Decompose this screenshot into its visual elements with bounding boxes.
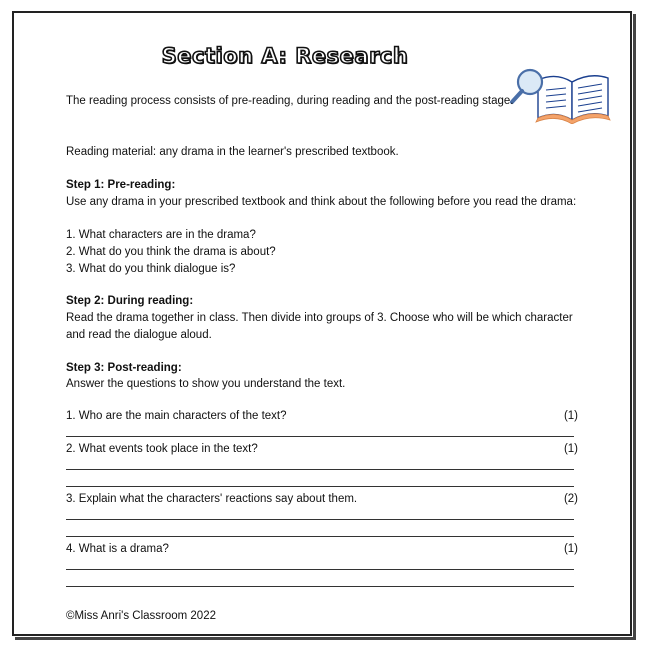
step2-instruction: Read the drama together in class. Then divide into groups of 3. Choose who will be which character and read the dialogue aloud. xyxy=(66,312,573,341)
question-mark: (1) xyxy=(563,543,578,555)
question-mark: (2) xyxy=(563,493,578,505)
question-1 xyxy=(66,408,578,425)
step3-instruction: Answer the questions to show you understand the text. xyxy=(66,378,346,390)
step3-heading: Step 3: Post-reading: xyxy=(66,362,182,374)
step1-item: 1. What characters are in the drama? xyxy=(66,229,256,241)
intro-text: The reading process consists of pre-reading, during reading and the post-reading stage. xyxy=(66,95,514,107)
answer-line[interactable] xyxy=(66,519,574,520)
reading-material-text: Reading material: any drama in the learner's prescribed textbook. xyxy=(66,146,399,158)
answer-line[interactable] xyxy=(66,536,574,537)
question-text: 3. Explain what the characters' reactions say about them. xyxy=(66,493,358,505)
question-text: 2. What events took place in the text? xyxy=(66,443,258,455)
question-text: 4. What is a drama? xyxy=(66,543,169,555)
copyright-footer: ©Miss Anri's Classroom 2022 xyxy=(66,610,216,622)
step1-instruction: Use any drama in your prescribed textbook and think about the following before you read the drama: xyxy=(66,196,577,208)
question-2 xyxy=(66,441,578,458)
page-title: Section A: Research xyxy=(161,44,409,68)
question-mark: (1) xyxy=(563,410,578,422)
step1-item: 2. What do you think the drama is about? xyxy=(66,246,276,258)
step1-item: 3. What do you think dialogue is? xyxy=(66,263,236,275)
answer-line[interactable] xyxy=(66,569,574,570)
question-mark: (1) xyxy=(563,443,578,455)
answer-line[interactable] xyxy=(66,469,574,470)
answer-line[interactable] xyxy=(66,486,574,487)
step1-heading: Step 1: Pre-reading: xyxy=(66,179,176,191)
question-4 xyxy=(66,541,578,558)
question-text: 1. Who are the main characters of the text? xyxy=(66,410,287,422)
question-3 xyxy=(66,491,578,508)
answer-line[interactable] xyxy=(66,436,574,437)
step2-heading: Step 2: During reading: xyxy=(66,295,194,307)
answer-line[interactable] xyxy=(66,586,574,587)
